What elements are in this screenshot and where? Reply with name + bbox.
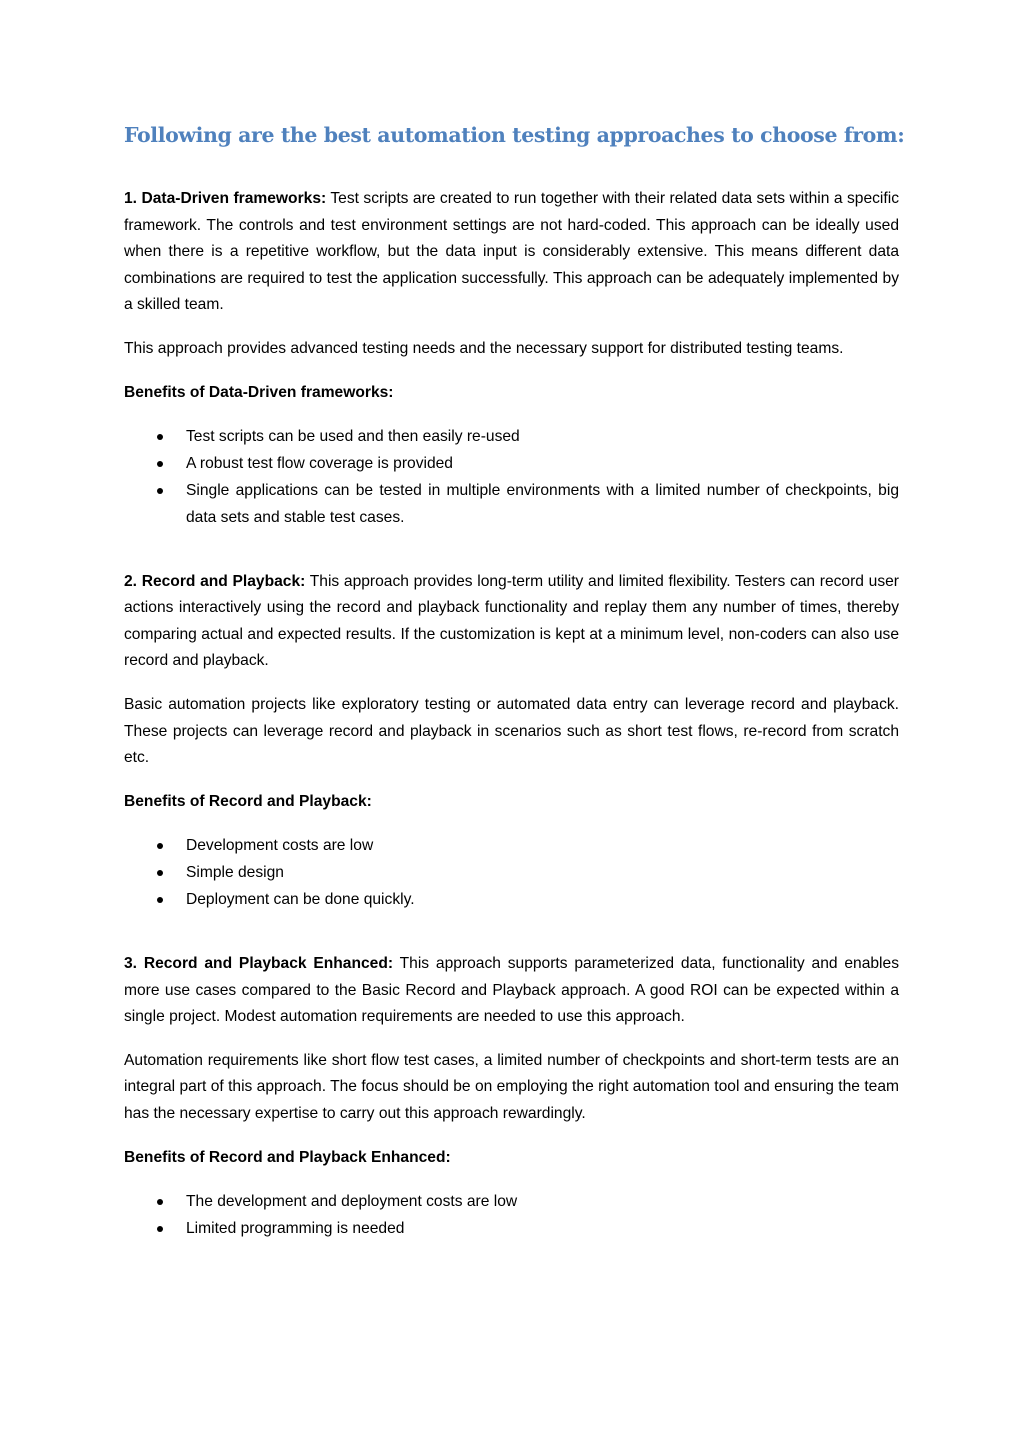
section-intro [124, 569, 899, 675]
section-record-playback-enhanced [124, 951, 899, 1243]
section-data-driven [124, 186, 899, 532]
benefits-heading: Benefits of Data-Driven frameworks: [124, 383, 394, 401]
bullet-icon [157, 843, 163, 849]
section-intro-text: This approach supports parameterized data, functionality and enables more use cases compared to the Basic Record and Playback approach. A good ROI can be expected within a single project. Modest automation requirements are needed to use this approach. [124, 955, 899, 1026]
section-paragraph: Basic automation projects like exploratory testing or automated data entry can leverage record and playback. These projects can leverage record and playback in scenarios such as short test flows, re-record from scratch etc. [124, 695, 899, 767]
section-paragraph: Automation requirements like short flow test cases, a limited number of checkpoints and short-term tests are an integral part of this approach. The focus should be on employing the right automation tool and ensuring the team has the necessary expertise to carry out this approach rewardingly. [124, 1051, 899, 1123]
list-item [124, 887, 899, 914]
document-page [124, 120, 905, 1280]
list-item-text: The development and deployment costs are low [186, 1193, 518, 1211]
list-item-text: Simple design [186, 864, 284, 882]
bullet-icon [157, 1199, 163, 1205]
bullet-icon [157, 870, 163, 876]
section-lead: 1. Data-Driven frameworks: [124, 190, 327, 207]
list-item-text: Single applications can be tested in multiple environments with a limited number of checkpoints, big data sets and stable test cases. [186, 482, 899, 526]
page-title: Following are the best automation testing approaches to choose from: [124, 123, 905, 147]
list-item [124, 478, 899, 531]
bullet-icon [157, 434, 163, 440]
section-intro-text: Test scripts are created to run together with their related data sets within a specific framework. The controls and test environment settings are not hard-coded. This approach can be ideally used when there is a repetitive workflow, but the data input is considerably extensive. This means different data combinations are required to test the application successfully. This approach can be adequately implemented by a skilled team. [124, 190, 899, 314]
section-record-playback [124, 569, 899, 915]
section-lead: 2. Record and Playback: [124, 572, 306, 590]
section-intro [124, 186, 899, 319]
list-item [124, 860, 899, 887]
section-intro-text: This approach provides long-term utility and limited flexibility. Testers can record user actions interactively using the record and playback functionality and replay them any number of times, thereby comparing actual and expected results. If the customization is kept at a minimum level, non-coders can also use record and playback. [124, 572, 899, 670]
bullet-icon [157, 897, 163, 903]
section-lead: 3. Record and Playback Enhanced: [124, 955, 394, 973]
bullet-icon [157, 488, 163, 494]
bullet-icon [157, 1226, 163, 1232]
section-paragraph: This approach provides advanced testing needs and the necessary support for distributed testing teams. [124, 339, 844, 357]
benefits-list [124, 1189, 899, 1243]
list-item-text: Limited programming is needed [186, 1220, 405, 1238]
list-item [124, 1216, 899, 1243]
bullet-icon [157, 461, 163, 467]
list-item-text: Test scripts can be used and then easily re-used [186, 428, 520, 446]
list-item-text: Deployment can be done quickly. [186, 891, 415, 909]
list-item [124, 833, 899, 860]
benefits-list [124, 833, 899, 914]
benefits-heading: Benefits of Record and Playback Enhanced: [124, 1148, 451, 1166]
section-intro [124, 951, 899, 1031]
list-item [124, 424, 899, 451]
benefits-heading: Benefits of Record and Playback: [124, 792, 372, 810]
list-item-text: Development costs are low [186, 837, 374, 855]
list-item-text: A robust test flow coverage is provided [186, 455, 453, 473]
list-item [124, 1189, 899, 1216]
list-item [124, 451, 899, 478]
benefits-list [124, 424, 899, 531]
